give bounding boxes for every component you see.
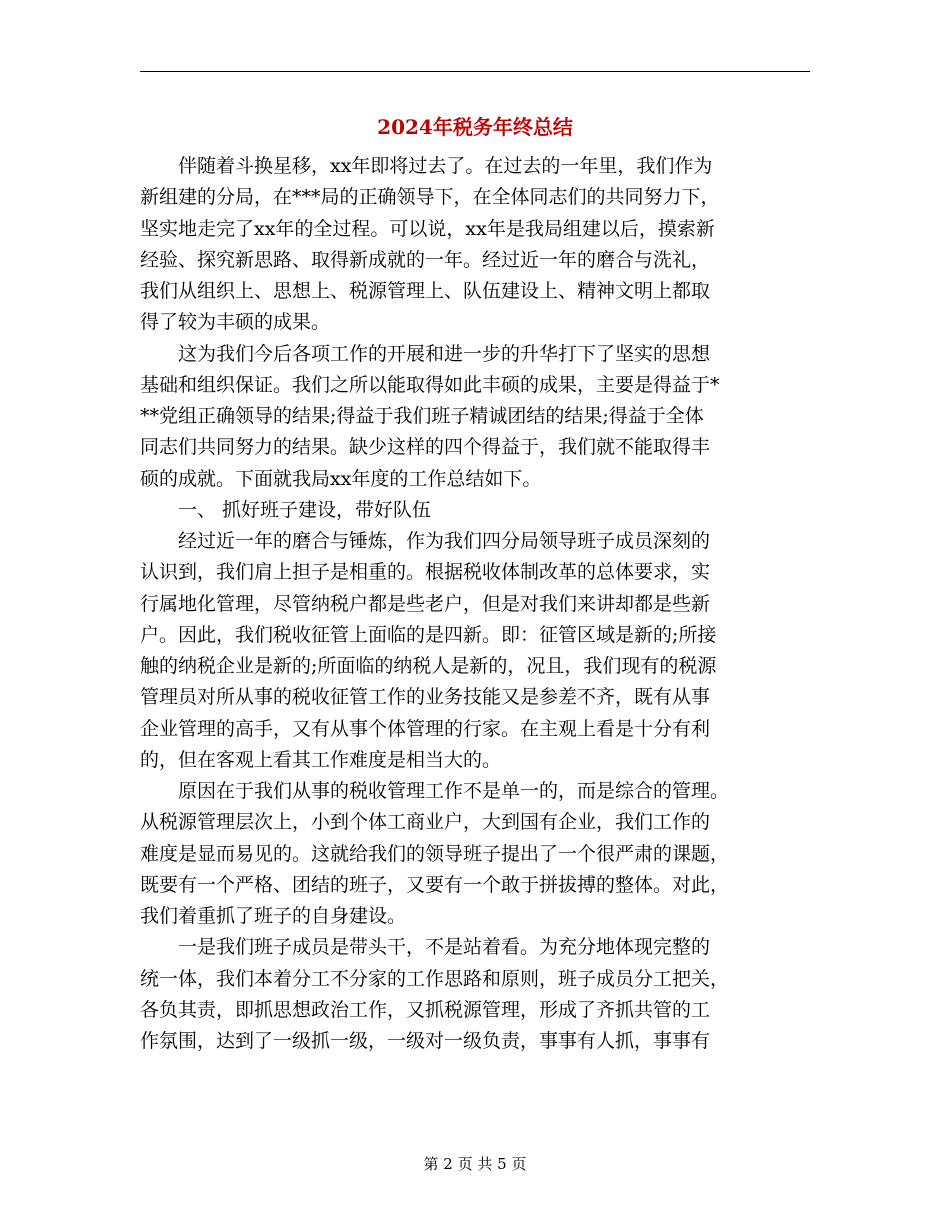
body-line: 触的纳税企业是新的;所面临的纳税人是新的，况且，我们现有的税源 [140, 655, 717, 677]
body-line: 企业管理的高手，又有从事个体管理的行家。在主观上看是十分有利 [140, 717, 711, 740]
body-line: 一是我们班子成员是带头干，不是站着看。为充分地体现完整的 [140, 936, 711, 959]
body-line: 一、 抓好班子建设，带好队伍 [140, 498, 432, 521]
body-line: 伴随着斗换星移，xx年即将过去了。在过去的一年里，我们作为 [140, 155, 713, 177]
body-line: 户。因此，我们税收征管上面临的是四新。即：征管区域是新的;所接 [140, 623, 717, 646]
body-line: 我们从组织上、思想上、税源管理上、队伍建设上、精神文明上都取 [140, 280, 711, 302]
body-line: 经过近一年的磨合与锤炼，作为我们四分局领导班子成员深刻的 [140, 530, 711, 552]
body-line: 认识到，我们肩上担子是相重的。根据税收体制改革的总体要求，实 [140, 561, 711, 584]
body-line: 统一体，我们本着分工不分家的工作思路和原则，班子成员分工把关， [140, 967, 730, 990]
header-rule [140, 71, 810, 72]
body-line: 原因在于我们从事的税收管理工作不是单一的，而是综合的管理。 [140, 780, 730, 802]
body-line: 既要有一个严格、团结的班子，又要有一个敢于拼拔搏的整体。对此， [140, 873, 730, 896]
document-title: 2024年税务年终总结 [377, 115, 573, 139]
body-line: 我们着重抓了班子的自身建设。 [140, 905, 407, 927]
body-line: 得了较为丰硕的成果。 [140, 311, 331, 334]
body-line: 难度是显而易见的。这就给我们的领导班子提出了一个很严肃的课题， [140, 842, 730, 865]
body-line: 坚实地走完了xx年的全过程。可以说，xx年是我局组建以后，摸索新 [140, 217, 715, 240]
body-line: 同志们共同努力的结果。缺少这样的四个得益于，我们就不能取得丰 [140, 436, 711, 459]
body-line: 从税源管理层次上，小到个体工商业户，大到国有企业，我们工作的 [140, 811, 711, 834]
body-line: 这为我们今后各项工作的开展和进一步的升华打下了坚实的思想 [140, 342, 711, 365]
body-line: 管理员对所从事的税收征管工作的业务技能又是参差不齐，既有从事 [140, 686, 711, 709]
body-line: 行属地化管理，尽管纳税户都是些老户，但是对我们来讲却都是些新 [140, 592, 711, 615]
body-line: 的，但在客观上看其工作难度是相当大的。 [140, 748, 502, 771]
body-line: 作氛围，达到了一级抓一级，一级对一级负责，事事有人抓，事事有 [140, 1030, 711, 1052]
body-line: 经验、探究新思路、取得新成就的一年。经过近一年的磨合与洗礼， [140, 248, 711, 271]
page-number: 第 2 页 共 5 页 [423, 1155, 527, 1173]
body-line: **党组正确领导的结果;得益于我们班子精诚团结的结果;得益于全体 [140, 405, 704, 427]
body-line: 新组建的分局，在***局的正确领导下，在全体同志们的共同努力下， [140, 186, 720, 209]
body-line: 各负其责，即抓思想政治工作，又抓税源管理，形成了齐抓共管的工 [140, 998, 711, 1021]
body-line: 基础和组织保证。我们之所以能取得如此丰硕的成果，主要是得益于* [140, 373, 720, 396]
body-line: 硕的成就。下面就我局xx年度的工作总结如下。 [140, 467, 542, 490]
